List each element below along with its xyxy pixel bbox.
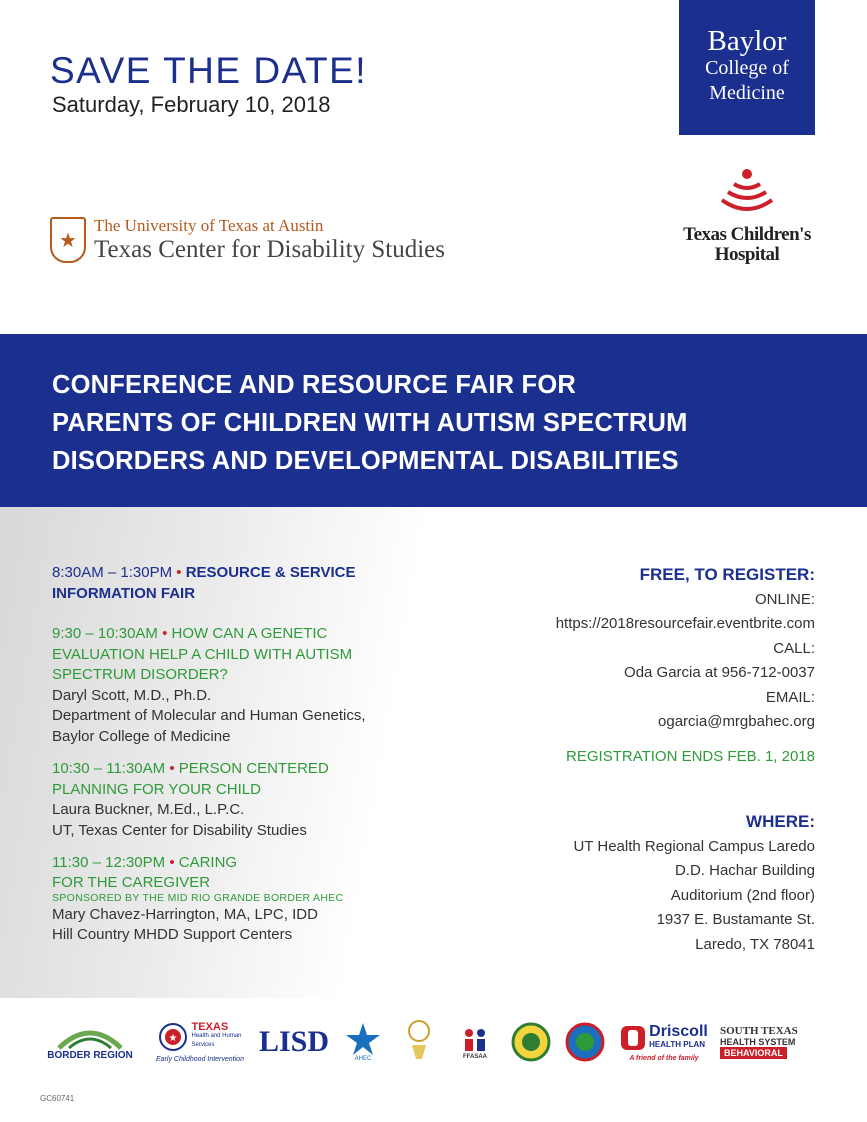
driscoll-tagline: A friend of the family	[629, 1054, 699, 1062]
speaker-affiliation: Department of Molecular and Human Genetics,	[52, 707, 366, 724]
email-label: EMAIL:	[765, 688, 815, 706]
driscoll-line2: HEALTH PLAN	[649, 1039, 706, 1049]
schedule-title: RESOURCE & SERVICE	[185, 564, 356, 581]
registration-heading: FREE, TO REGISTER:	[639, 565, 815, 584]
lisd-label: LISD	[258, 1025, 330, 1058]
schedule-title: EVALUATION HELP A CHILD WITH AUTISM	[52, 645, 353, 663]
ut-logo-line1: The University of Texas at Austin	[94, 216, 324, 235]
texas-hhs-line1: TEXAS	[191, 1021, 229, 1033]
schedule-title: CARING	[178, 854, 238, 871]
baylor-logo	[679, 0, 815, 135]
conference-title-line1: CONFERENCE AND RESOURCE FAIR FOR	[52, 371, 576, 399]
baylor-logo-line1: Baylor	[707, 25, 787, 57]
schedule-time: 11:30 – 12:30PM	[52, 854, 166, 871]
call-label: CALL:	[773, 639, 815, 657]
location-block	[475, 810, 815, 957]
location-line: D.D. Hachar Building	[674, 862, 815, 879]
community-seal-icon	[511, 1022, 551, 1062]
border-region-arc-icon	[55, 1024, 125, 1050]
tch-logo-line1: Texas Children's	[683, 224, 811, 245]
phone-contact[interactable]: Oda Garcia at 956-712-0037	[624, 664, 815, 681]
tch-logo-line2: Hospital	[714, 244, 780, 265]
online-label: ONLINE:	[754, 590, 815, 608]
bullet-dot-icon: •	[176, 564, 182, 581]
border-region-label: BORDER REGION	[47, 1049, 133, 1061]
ut-seal-icon: ★	[50, 217, 86, 263]
driscoll-logo	[616, 1023, 712, 1062]
border-region-logo	[38, 1024, 142, 1061]
lisd-logo	[258, 1025, 330, 1059]
schedule-item	[52, 624, 432, 747]
speaker-affiliation: Baylor College of Medicine	[52, 727, 231, 745]
texas-hhs-logo	[150, 1022, 250, 1063]
conference-title-line2: PARENTS OF CHILDREN WITH AUTISM SPECTRUM	[52, 409, 688, 437]
ffasaa-family-icon	[460, 1024, 490, 1054]
ahec-star-icon	[345, 1022, 381, 1056]
speaker-affiliation: Hill Country MHDD Support Centers	[52, 926, 293, 943]
document-code: GC60741	[40, 1094, 75, 1103]
stx-line1: SOUTH TEXAS	[720, 1025, 798, 1037]
texas-childrens-logo	[676, 168, 818, 265]
bullet-dot-icon: •	[169, 760, 175, 777]
rehab-figure-icon	[402, 1019, 436, 1065]
community-seal-logo	[508, 1022, 554, 1062]
location-line: Laredo, TX 78041	[695, 935, 815, 953]
registration-deadline: REGISTRATION ENDS FEB. 1, 2018	[566, 747, 815, 765]
bullet-dot-icon: •	[162, 625, 168, 642]
ut-logo-line2: Texas Center for Disability Studies	[94, 236, 445, 263]
south-texas-health-logo	[720, 1025, 818, 1059]
schedule-item	[52, 759, 432, 841]
rehab-center-logo	[396, 1019, 442, 1065]
texas-hhs-tagline: Early Childhood Intervention	[156, 1055, 244, 1063]
texas-hhs-line2: Health and Human	[191, 1033, 242, 1039]
speaker-affiliation: UT, Texas Center for Disability Studies	[52, 821, 307, 839]
bullet-dot-icon: •	[169, 854, 175, 871]
ffasaa-logo	[450, 1024, 500, 1060]
schedule-title: SPECTRUM DISORDER?	[52, 666, 228, 683]
stx-line2: HEALTH SYSTEM	[720, 1037, 796, 1047]
location-heading: WHERE:	[746, 812, 815, 831]
location-line: UT Health Regional Campus Laredo	[573, 837, 815, 855]
save-the-date-title: SAVE THE DATE!	[50, 50, 368, 91]
schedule-time: 10:30 – 11:30AM	[52, 760, 166, 777]
baylor-logo-line2: College of	[705, 57, 789, 79]
email-contact[interactable]: ogarcia@mrgbahec.org	[658, 713, 815, 730]
baylor-logo-line3: Medicine	[709, 82, 785, 104]
location-line: Auditorium (2nd floor)	[670, 886, 815, 904]
ahec-label: AHEC	[354, 1056, 372, 1062]
ffasaa-label: FFASAA	[463, 1054, 487, 1060]
svg-text:★: ★	[169, 1032, 178, 1044]
event-date: Saturday, February 10, 2018	[52, 92, 331, 117]
partner-logos	[38, 1012, 818, 1072]
driscoll-mark-icon	[620, 1023, 646, 1053]
ahec-logo	[338, 1022, 388, 1062]
driscoll-line1: Driscoll	[649, 1022, 708, 1040]
session-sponsor: SPONSORED BY THE MID RIO GRANDE BORDER AHEC	[52, 891, 344, 904]
conference-title-line3: DISORDERS AND DEVELOPMENTAL DISABILITIES	[52, 447, 679, 475]
school-district-seal-logo	[562, 1022, 608, 1062]
texas-hhs-seal-icon	[158, 1022, 188, 1052]
schedule-title: INFORMATION FAIR	[52, 584, 196, 602]
tch-heart-icon	[676, 168, 818, 220]
registration-url[interactable]: https://2018resourcefair.eventbrite.com	[555, 615, 815, 632]
stx-line3: BEHAVIORAL	[720, 1047, 787, 1059]
schedule-time: 8:30AM – 1:30PM	[52, 564, 173, 581]
speaker-name: Daryl Scott, M.D., Ph.D.	[52, 686, 212, 704]
schedule-title: PERSON CENTERED	[178, 760, 329, 777]
texas-hhs-line3: Services	[191, 1042, 215, 1048]
speaker-name: Laura Buckner, M.Ed., L.P.C.	[52, 801, 245, 818]
schedule-item	[52, 853, 432, 946]
schedule-title: HOW CAN A GENETIC	[171, 625, 328, 642]
schedule-item	[52, 563, 432, 604]
schedule-time: 9:30 – 10:30AM	[52, 625, 158, 642]
schedule-title: PLANNING FOR YOUR CHILD	[52, 780, 261, 798]
registration-block	[475, 563, 815, 769]
location-line: 1937 E. Bustamante St.	[656, 911, 815, 928]
ut-austin-logo	[50, 216, 445, 264]
speaker-name: Mary Chavez-Harrington, MA, LPC, IDD	[52, 905, 318, 923]
school-district-seal-icon	[565, 1022, 605, 1062]
conference-title	[52, 366, 842, 480]
schedule-title: FOR THE CAREGIVER	[52, 873, 211, 891]
